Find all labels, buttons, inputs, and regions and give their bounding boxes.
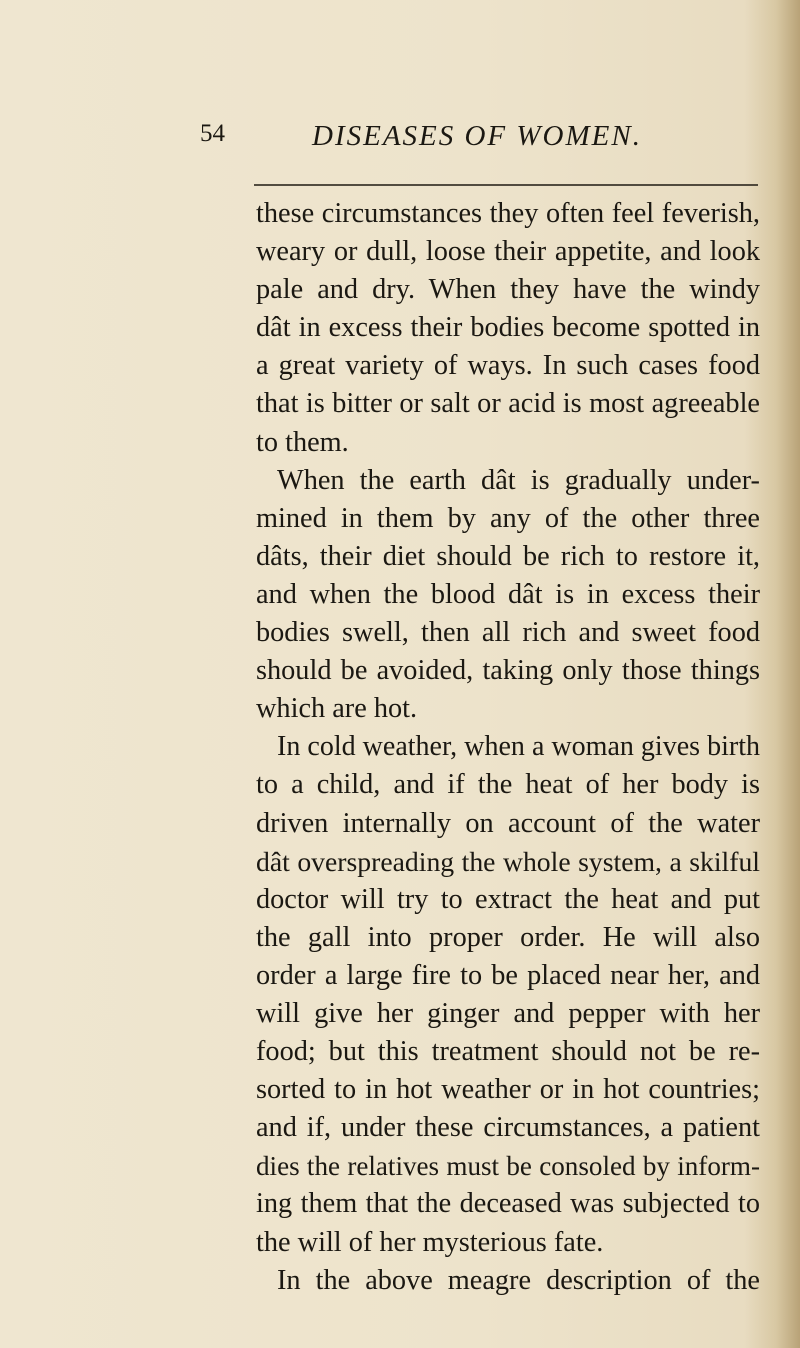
- text-line: dât overspreading the whole system, a skilful: [256, 845, 760, 877]
- text-line: dies the relatives must be consoled by inform-: [256, 1151, 760, 1182]
- text-line: and if, under these circumstances, a patient: [256, 1112, 760, 1144]
- text-line: bodies swell, then all rich and sweet food: [256, 617, 760, 649]
- text-line: sorted to in hot weather or in hot countries;: [256, 1074, 760, 1106]
- page-number: 54: [200, 120, 225, 147]
- text-line: the gall into proper order. He will also: [256, 921, 760, 953]
- text-line: dât in excess their bodies become spotted in: [256, 312, 760, 344]
- text-line: and when the blood dât is in excess their: [256, 578, 760, 610]
- text-line: the will of her mysterious fate.: [256, 1226, 604, 1258]
- text-line: driven internally on account of the water: [256, 807, 760, 839]
- text-line: pale and dry. When they have the windy: [256, 274, 760, 306]
- text-line: doctor will try to extract the heat and put: [256, 883, 760, 915]
- text-line: food; but this treatment should not be re-: [256, 1036, 760, 1068]
- text-line: dâts, their diet should be rich to restore it,: [256, 540, 760, 572]
- text-line: that is bitter or salt or acid is most agreeable: [256, 388, 760, 420]
- text-line: to a child, and if the heat of her body is: [256, 769, 760, 801]
- header-rule: [254, 184, 758, 186]
- text-line: will give her ginger and pepper with her: [256, 997, 760, 1029]
- text-line: these circumstances they often feel feverish,: [256, 198, 760, 229]
- text-line: to them.: [256, 426, 349, 458]
- page-header: [200, 120, 760, 160]
- text-line: order a large fire to be placed near her, and: [256, 959, 760, 991]
- text-line: In cold weather, when a woman gives birth: [277, 731, 760, 763]
- text-line: a great variety of ways. In such cases food: [256, 350, 760, 382]
- text-line: which are hot.: [256, 693, 418, 725]
- body-text: [256, 195, 760, 1300]
- text-line: In the above meagre description of the: [277, 1264, 760, 1296]
- text-line: When the earth dât is gradually under-: [277, 464, 760, 496]
- text-line: weary or dull, loose their appetite, and look: [256, 236, 760, 268]
- text-line: ing them that the deceased was subjected to: [256, 1188, 760, 1220]
- text-line: should be avoided, taking only those things: [256, 655, 760, 687]
- running-head: DISEASES OF WOMEN.: [312, 120, 642, 152]
- text-line: mined in them by any of the other three: [256, 502, 760, 534]
